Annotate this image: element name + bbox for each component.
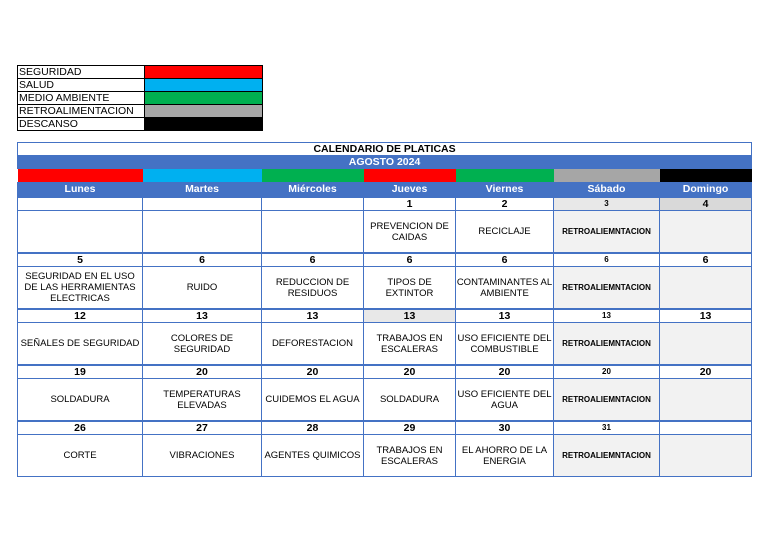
talk-topic-cell: SEGURIDAD EN EL USO DE LAS HERRAMIENTAS ELECTRICAS [18,267,143,310]
legend-label: RETROALIMENTACION [18,105,145,118]
legend-row [18,66,263,79]
talk-topic-cell: COLORES DE SEGURIDAD [143,323,262,366]
date-number: 20 [364,365,456,379]
date-number: 26 [18,421,143,435]
talk-topic-cell: TRABAJOS EN ESCALERAS [364,323,456,366]
talk-topic-cell: RETROALIEMNTACION [554,211,660,254]
legend-row [18,118,263,131]
date-number: 20 [262,365,364,379]
date-number: 27 [143,421,262,435]
talk-topic-cell: RUIDO [143,267,262,310]
talk-topic-cell: CUIDEMOS EL AGUA [262,379,364,422]
week-topics-row [18,435,752,477]
date-number: 13 [262,309,364,323]
date-number: 5 [18,253,143,267]
date-number: 29 [364,421,456,435]
legend-label: MEDIO AMBIENTE [18,92,145,105]
talk-topic-cell [660,267,752,310]
weekday-label: Jueves [364,183,456,198]
talk-topic-cell [18,211,143,254]
color-legend [17,65,263,131]
talk-topic-cell: CORTE [18,435,143,477]
talk-topic-cell: SEÑALES DE SEGURIDAD [18,323,143,366]
week-topics-row [18,323,752,366]
date-number: 3 [554,197,660,211]
weekday-label: Sábado [554,183,660,198]
date-number: 6 [554,253,660,267]
week-topics-row [18,267,752,310]
date-number: 13 [456,309,554,323]
legend-swatch [145,105,263,118]
weekday-header [18,183,752,198]
talk-topic-cell: RECICLAJE [456,211,554,254]
date-number: 6 [143,253,262,267]
talk-topic-cell: TRABAJOS EN ESCALERAS [364,435,456,477]
legend-row [18,92,263,105]
talk-topic-cell [143,211,262,254]
legend-row [18,105,263,118]
talk-topic-cell: AGENTES QUIMICOS [262,435,364,477]
day-color-swatch [660,169,752,183]
date-number: 6 [456,253,554,267]
legend-row [18,79,263,92]
date-number: 31 [554,421,660,435]
talk-topic-cell: PREVENCION DE CAIDAS [364,211,456,254]
week-dates-row [18,421,752,435]
legend-swatch [145,92,263,105]
date-number: 6 [364,253,456,267]
day-color-swatch [18,169,143,183]
date-number: 20 [143,365,262,379]
week-dates-row [18,253,752,267]
date-number: 20 [660,365,752,379]
talk-topic-cell: CONTAMINANTES AL AMBIENTE [456,267,554,310]
weekday-label: Domingo [660,183,752,198]
day-color-swatch [364,169,456,183]
day-color-swatch [554,169,660,183]
weekday-label: Lunes [18,183,143,198]
weekday-label: Miércoles [262,183,364,198]
weekday-label: Martes [143,183,262,198]
date-number [660,421,752,435]
talk-topic-cell: RETROALIEMNTACION [554,435,660,477]
calendar-table [17,142,752,477]
week-topics-row [18,211,752,254]
day-color-swatch [143,169,262,183]
talk-topic-cell: USO EFICIENTE DEL COMBUSTIBLE [456,323,554,366]
talk-topic-cell: RETROALIEMNTACION [554,267,660,310]
date-number [143,197,262,211]
talk-topic-cell: RETROALIEMNTACION [554,323,660,366]
week-dates-row [18,197,752,211]
date-number: 13 [143,309,262,323]
date-number: 20 [554,365,660,379]
legend-label: SEGURIDAD [18,66,145,79]
date-number: 2 [456,197,554,211]
date-number: 28 [262,421,364,435]
talk-topic-cell: SOLDADURA [18,379,143,422]
date-number: 12 [18,309,143,323]
date-number: 30 [456,421,554,435]
talk-topic-cell: TIPOS DE EXTINTOR [364,267,456,310]
day-color-swatch [262,169,364,183]
date-number: 6 [262,253,364,267]
date-number [18,197,143,211]
date-number: 20 [456,365,554,379]
talk-topic-cell [660,435,752,477]
date-number: 4 [660,197,752,211]
week-topics-row [18,379,752,422]
legend-label: DESCANSO [18,118,145,131]
day-color-bar [18,169,752,183]
calendar-title: CALENDARIO DE PLATICAS [18,143,752,156]
talk-topic-cell: EL AHORRO DE LA ENERGIA [456,435,554,477]
talk-topic-cell [660,323,752,366]
week-dates-row [18,365,752,379]
legend-swatch [145,79,263,92]
legend-label: SALUD [18,79,145,92]
date-number [262,197,364,211]
talk-topic-cell: REDUCCION DE RESIDUOS [262,267,364,310]
date-number: 13 [364,309,456,323]
day-color-swatch [456,169,554,183]
talk-topic-cell [262,211,364,254]
legend-swatch [145,118,263,131]
talk-topic-cell: USO EFICIENTE DEL AGUA [456,379,554,422]
talk-topic-cell: VIBRACIONES [143,435,262,477]
talk-topic-cell: RETROALIEMNTACION [554,379,660,422]
talk-topic-cell: SOLDADURA [364,379,456,422]
week-dates-row [18,309,752,323]
date-number: 19 [18,365,143,379]
date-number: 6 [660,253,752,267]
legend-swatch [145,66,263,79]
date-number: 13 [554,309,660,323]
date-number: 13 [660,309,752,323]
talk-topic-cell: TEMPERATURAS ELEVADAS [143,379,262,422]
weekday-label: Viernes [456,183,554,198]
date-number: 1 [364,197,456,211]
calendar-month: AGOSTO 2024 [18,156,752,169]
talk-topic-cell: DEFORESTACION [262,323,364,366]
talk-topic-cell [660,211,752,254]
talk-topic-cell [660,379,752,422]
